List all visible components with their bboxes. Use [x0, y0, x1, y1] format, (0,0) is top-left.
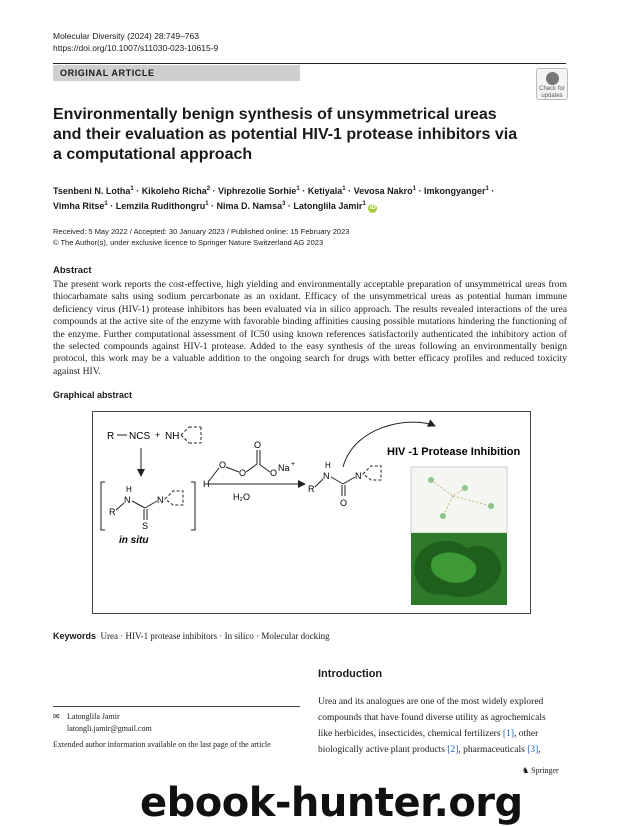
amine-nh: NH: [165, 431, 180, 442]
prod-h: H: [325, 461, 331, 470]
abstract-heading: Abstract: [53, 265, 92, 276]
in-situ-label: in situ: [119, 535, 149, 546]
right-bracket: [191, 482, 195, 530]
affiliation-marker: 1: [362, 201, 366, 207]
article-dates: [53, 226, 349, 248]
oxidant-o-minus: O: [270, 468, 278, 478]
author-list: Tsenbeni N. Lotha$^1$ · Kikoleho Richa$^2$ · Viphrezolie Sorhie$^1$ · Ketiyala$^1$ · Vevosa Nakro$^1$ · Imkongyanger$^1$ · Vimha Ritse$^1$ · Lemzila Rudithongru$^1$ · Nima D. Namsa$^3$ · Latonglila Jamir$^1$ iD: [53, 186, 495, 211]
publisher-logo: [522, 766, 559, 775]
oxidant-o3: O: [254, 440, 262, 450]
author-name[interactable]: Nima D. Namsa: [216, 201, 283, 211]
footnote: [53, 711, 300, 751]
affiliation-marker: 1: [342, 186, 346, 192]
footnote-rule: [53, 706, 300, 707]
journal-info: [53, 30, 218, 54]
extended-info: Extended author information available on the last page of the article: [53, 740, 271, 749]
author-name[interactable]: Tsenbeni N. Lotha: [53, 186, 131, 196]
intro-line: like herbicides, insecticides, chemical fertilizers [1], other: [318, 729, 539, 739]
citation-link[interactable]: [2]: [447, 745, 459, 755]
bookmark-icon: [546, 72, 559, 85]
affiliation-marker: 1: [485, 186, 489, 192]
author-name[interactable]: Viphrezolie Sorhie: [218, 186, 297, 196]
affiliation-marker: 3: [282, 201, 286, 207]
introduction-heading: Introduction: [318, 668, 383, 680]
corresponding-author: Latonglila Jamir: [67, 712, 120, 721]
article-type-band: ORIGINAL ARTICLE: [53, 65, 300, 81]
graphical-abstract-heading: Graphical abstract: [53, 390, 133, 400]
affiliation-marker: 1: [205, 201, 209, 207]
springer-horse-icon: ♞: [522, 766, 530, 775]
oxidant-h: H: [203, 479, 210, 489]
author-name[interactable]: Ketiyala: [307, 186, 343, 196]
reactant-ncs: NCS: [129, 431, 151, 442]
target-label: HIV -1 Protease Inhibition: [387, 446, 521, 458]
author-name[interactable]: Kikoleho Richa: [141, 186, 207, 196]
article-title: Environmentally benign synthesis of unsymmetrical ureas and their evaluation as potential HIV-1 protease inhibitors via a computational approach: [53, 106, 518, 163]
publisher-name: Springer: [531, 766, 559, 775]
citation-link[interactable]: [1]: [502, 729, 514, 739]
orcid-icon[interactable]: iD: [369, 205, 376, 211]
keywords: [53, 631, 330, 641]
author-name[interactable]: Latonglila Jamir: [293, 201, 363, 211]
int-n1: N: [124, 495, 131, 505]
curved-arrow: [343, 422, 435, 467]
water-label: H₂O: [233, 492, 250, 502]
int-n2: N: [157, 495, 164, 505]
author-name[interactable]: Lemzila Rudithongru: [115, 201, 206, 211]
author-name[interactable]: Imkongyanger: [424, 186, 486, 196]
keywords-label: Keywords: [53, 631, 97, 641]
doi-link[interactable]: https://doi.org/10.1007/s11030-023-10615-9: [53, 43, 219, 53]
citation-link[interactable]: [3]: [527, 745, 539, 755]
intro-line: Urea and its analogues are one of the most widely explored: [318, 697, 544, 707]
prod-n2: N: [355, 471, 362, 481]
int-s: S: [142, 521, 149, 531]
header-rule: [53, 63, 566, 64]
envelope-icon: ✉: [53, 712, 60, 721]
plus-sign: +: [155, 430, 161, 440]
intro-line: compounds that have found diverse utility as agrochemicals: [318, 713, 546, 723]
prod-o: O: [340, 498, 348, 508]
abstract-text: The present work reports the cost-effective, high yielding and environmentally acceptable preparation of unsymmetrical ureas from thiocarbamate salts using sodium percarbonate as an oxidant. Efficacy of the unsymmetrical ureas as potential human immune deficiency virus (HIV-1) protease inhibitors has been evaluated via in silico approach. The results revealed interactions of the urea compounds at the active site of the enzyme with favorable binding affinities causing possible mutations hindering the functioning of the enzyme. Further computational assessment of IC50 using known references satisfactorily authenticated the inhibitory action of the selected compounds against HIV-1 protease. Added to the easy synthesis of the ureas following an environmentally benign protocol, this work may be a valuable addition to the ongoing search for drugs with better efficacy profiles and reduced toxicity against HIV.: [53, 279, 567, 377]
interaction-diagram: [411, 467, 507, 533]
reaction-scheme: [93, 412, 530, 613]
oxidant-na: Na: [278, 463, 290, 473]
author-name[interactable]: Vimha Ritse: [53, 201, 105, 211]
oxidant-o1: O: [219, 460, 227, 470]
author-email[interactable]: latongli.jamir@gmail.com: [67, 724, 152, 733]
prod-r: R: [308, 484, 315, 494]
journal-citation: Molecular Diversity (2024) 28:749–763: [53, 31, 199, 41]
graphical-abstract-figure: [92, 411, 531, 614]
prod-ring: [363, 466, 381, 480]
int-r: R: [109, 507, 116, 517]
left-bracket: [101, 482, 105, 530]
oxidant-o2: O: [239, 468, 247, 478]
reactant-r: R: [107, 431, 115, 442]
prod-n1: N: [323, 471, 330, 481]
affiliation-marker: 2: [206, 186, 211, 192]
amine-ring: [181, 427, 201, 443]
check-updates-label: Check for updates: [539, 86, 565, 99]
check-for-updates-badge[interactable]: [536, 68, 568, 100]
keywords-text: Urea · HIV-1 protease inhibitors · In silico · Molecular docking: [100, 631, 330, 641]
affiliation-marker: 1: [104, 201, 108, 207]
affiliation-marker: 1: [296, 186, 300, 192]
watermark: ebook-hunter.org: [140, 780, 523, 826]
affiliation-marker: 1: [130, 186, 134, 192]
intro-line: biologically active plant products [2], pharmaceuticals [3],: [318, 745, 541, 755]
author-name[interactable]: Vevosa Nakro: [353, 186, 413, 196]
copyright-line: © The Author(s), under exclusive licence to Springer Nature Switzerland AG 2023: [53, 238, 324, 247]
oxidant-plus: +: [291, 461, 296, 468]
int-ring: [165, 491, 183, 505]
affiliation-marker: 1: [412, 186, 417, 192]
int-h: H: [126, 485, 132, 494]
history-line: Received: 5 May 2022 / Accepted: 30 January 2023 / Published online: 15 February 2023: [53, 227, 350, 236]
introduction-text: [318, 694, 567, 758]
